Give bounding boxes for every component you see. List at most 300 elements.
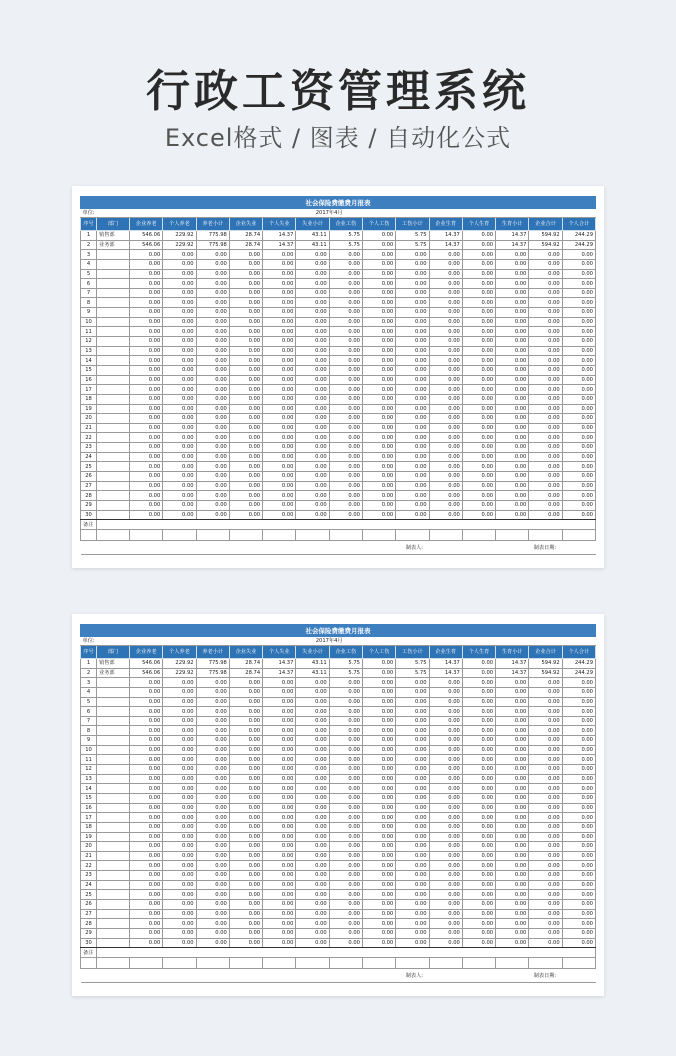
row-value: 0.00	[163, 842, 196, 852]
row-department	[97, 765, 130, 775]
row-department	[97, 842, 130, 852]
row-value: 0.00	[329, 890, 362, 900]
row-value: 0.00	[396, 491, 429, 501]
row-value: 0.00	[196, 404, 229, 414]
row-value: 0.00	[396, 404, 429, 414]
blank-cell	[130, 958, 163, 969]
row-value: 0.00	[529, 337, 562, 347]
row-value: 0.00	[263, 433, 296, 443]
table-row	[81, 259, 596, 269]
row-value: 0.00	[429, 919, 462, 929]
row-value: 0.00	[263, 385, 296, 395]
row-value: 0.00	[130, 909, 163, 919]
maker-label: 制表人:	[362, 541, 429, 555]
row-value: 0.00	[429, 832, 462, 842]
blank-row	[81, 958, 596, 969]
row-value: 0.00	[396, 500, 429, 510]
row-index: 7	[81, 288, 97, 298]
row-value: 0.00	[263, 726, 296, 736]
row-value: 0.00	[462, 481, 495, 491]
report-table	[80, 196, 596, 555]
row-value: 0.00	[329, 462, 362, 472]
row-value: 0.00	[229, 433, 262, 443]
row-value: 0.00	[263, 842, 296, 852]
column-header: 企业合计	[529, 646, 562, 659]
row-value: 0.00	[263, 394, 296, 404]
row-value: 0.00	[263, 687, 296, 697]
row-department	[97, 298, 130, 308]
row-value: 5.75	[396, 240, 429, 250]
table-row	[81, 813, 596, 823]
row-value: 0.00	[329, 871, 362, 881]
row-value: 0.00	[329, 433, 362, 443]
row-value: 0.00	[562, 851, 595, 861]
row-value: 0.00	[329, 308, 362, 318]
row-value: 0.00	[496, 803, 529, 813]
row-department	[97, 697, 130, 707]
row-value: 0.00	[362, 668, 395, 678]
row-value: 0.00	[196, 279, 229, 289]
row-department	[97, 793, 130, 803]
row-value: 0.00	[562, 822, 595, 832]
row-value: 0.00	[396, 726, 429, 736]
row-value: 0.00	[263, 938, 296, 948]
row-value: 14.37	[429, 659, 462, 669]
row-value: 0.00	[329, 472, 362, 482]
row-value: 0.00	[362, 423, 395, 433]
row-value: 0.00	[163, 356, 196, 366]
row-value: 0.00	[296, 356, 329, 366]
row-index: 23	[81, 871, 97, 881]
column-header: 工伤小计	[396, 646, 429, 659]
row-value: 0.00	[396, 803, 429, 813]
row-value: 0.00	[562, 375, 595, 385]
row-value: 0.00	[529, 423, 562, 433]
table-row	[81, 375, 596, 385]
blank-cell	[263, 530, 296, 541]
row-value: 0.00	[362, 394, 395, 404]
row-value: 0.00	[296, 784, 329, 794]
row-index: 2	[81, 240, 97, 250]
row-value: 0.00	[429, 716, 462, 726]
row-value: 0.00	[329, 851, 362, 861]
row-value: 0.00	[362, 346, 395, 356]
row-value: 0.00	[130, 288, 163, 298]
row-value: 0.00	[462, 745, 495, 755]
row-index: 8	[81, 298, 97, 308]
row-value: 0.00	[196, 851, 229, 861]
row-value: 0.00	[229, 765, 262, 775]
row-value: 0.00	[229, 423, 262, 433]
row-value: 594.92	[529, 668, 562, 678]
row-value: 0.00	[130, 510, 163, 520]
row-value: 0.00	[163, 928, 196, 938]
table-row	[81, 433, 596, 443]
row-value: 0.00	[496, 423, 529, 433]
row-value: 0.00	[462, 900, 495, 910]
row-value: 0.00	[163, 510, 196, 520]
row-value: 0.00	[529, 736, 562, 746]
row-value: 0.00	[529, 308, 562, 318]
row-value: 229.92	[163, 668, 196, 678]
row-index: 6	[81, 279, 97, 289]
row-value: 0.00	[329, 259, 362, 269]
row-value: 0.00	[529, 832, 562, 842]
row-value: 0.00	[163, 452, 196, 462]
row-value: 0.00	[529, 510, 562, 520]
report-table	[80, 624, 596, 983]
row-value: 0.00	[529, 472, 562, 482]
row-value: 0.00	[429, 491, 462, 501]
row-index: 15	[81, 793, 97, 803]
row-department	[97, 851, 130, 861]
row-value: 0.00	[462, 443, 495, 453]
row-department	[97, 250, 130, 260]
row-value: 0.00	[263, 279, 296, 289]
row-value: 0.00	[196, 500, 229, 510]
row-department	[97, 365, 130, 375]
blank-cell	[329, 530, 362, 541]
row-value: 0.00	[229, 472, 262, 482]
row-value: 0.00	[396, 890, 429, 900]
row-value: 0.00	[130, 452, 163, 462]
row-department	[97, 433, 130, 443]
row-value: 0.00	[562, 909, 595, 919]
row-index: 18	[81, 394, 97, 404]
row-value: 0.00	[329, 414, 362, 424]
row-value: 0.00	[296, 385, 329, 395]
table-row	[81, 491, 596, 501]
row-value: 0.00	[263, 822, 296, 832]
row-department	[97, 452, 130, 462]
row-index: 30	[81, 510, 97, 520]
row-value: 0.00	[396, 327, 429, 337]
row-index: 13	[81, 346, 97, 356]
row-value: 0.00	[130, 443, 163, 453]
table-row	[81, 317, 596, 327]
row-value: 5.75	[396, 668, 429, 678]
row-value: 0.00	[229, 871, 262, 881]
row-value: 0.00	[296, 765, 329, 775]
row-value: 0.00	[130, 842, 163, 852]
row-value: 0.00	[462, 298, 495, 308]
table-row	[81, 452, 596, 462]
row-value: 0.00	[296, 259, 329, 269]
row-value: 0.00	[263, 327, 296, 337]
row-value: 0.00	[429, 745, 462, 755]
row-value: 0.00	[163, 414, 196, 424]
table-row	[81, 861, 596, 871]
blank-cell	[429, 530, 462, 541]
row-value: 0.00	[529, 500, 562, 510]
row-index: 29	[81, 500, 97, 510]
row-value: 0.00	[362, 803, 395, 813]
row-value: 0.00	[296, 832, 329, 842]
row-value: 0.00	[496, 822, 529, 832]
table-row	[81, 423, 596, 433]
column-header: 工伤小计	[396, 218, 429, 231]
row-value: 0.00	[329, 697, 362, 707]
row-value: 14.37	[496, 668, 529, 678]
row-value: 0.00	[263, 346, 296, 356]
column-header: 序号	[81, 646, 97, 659]
row-index: 21	[81, 851, 97, 861]
row-index: 16	[81, 803, 97, 813]
row-department	[97, 687, 130, 697]
table-row	[81, 279, 596, 289]
row-value: 0.00	[396, 678, 429, 688]
column-header: 个人养老	[163, 646, 196, 659]
row-value: 0.00	[296, 500, 329, 510]
row-value: 0.00	[562, 765, 595, 775]
row-value: 0.00	[229, 356, 262, 366]
row-value: 0.00	[429, 365, 462, 375]
table-row	[81, 890, 596, 900]
row-value: 0.00	[496, 356, 529, 366]
row-value: 0.00	[396, 259, 429, 269]
row-value: 0.00	[329, 423, 362, 433]
row-value: 0.00	[196, 433, 229, 443]
row-department	[97, 938, 130, 948]
row-value: 0.00	[562, 259, 595, 269]
column-header: 企业工伤	[329, 218, 362, 231]
row-value: 0.00	[429, 813, 462, 823]
row-value: 0.00	[462, 851, 495, 861]
table-row	[81, 842, 596, 852]
blank-cell	[296, 958, 329, 969]
row-value: 0.00	[163, 308, 196, 318]
row-value: 0.00	[263, 880, 296, 890]
row-value: 0.00	[163, 813, 196, 823]
row-value: 0.00	[163, 327, 196, 337]
row-value: 0.00	[329, 510, 362, 520]
row-value: 0.00	[130, 481, 163, 491]
row-value: 0.00	[529, 803, 562, 813]
row-value: 594.92	[529, 240, 562, 250]
row-value: 0.00	[329, 394, 362, 404]
row-value: 0.00	[163, 346, 196, 356]
row-value: 0.00	[196, 385, 229, 395]
row-value: 0.00	[396, 938, 429, 948]
row-value: 0.00	[163, 472, 196, 482]
row-value: 0.00	[562, 793, 595, 803]
row-value: 0.00	[329, 909, 362, 919]
row-value: 0.00	[329, 250, 362, 260]
row-index: 11	[81, 755, 97, 765]
row-index: 27	[81, 909, 97, 919]
row-value: 0.00	[229, 365, 262, 375]
row-value: 0.00	[263, 337, 296, 347]
row-value: 0.00	[562, 288, 595, 298]
row-value: 0.00	[429, 327, 462, 337]
row-value: 0.00	[263, 871, 296, 881]
row-value: 0.00	[396, 279, 429, 289]
row-value: 0.00	[329, 832, 362, 842]
table-row	[81, 678, 596, 688]
row-value: 0.00	[229, 745, 262, 755]
row-value: 0.00	[130, 317, 163, 327]
column-header: 个人合计	[562, 646, 595, 659]
row-value: 0.00	[163, 375, 196, 385]
row-value: 0.00	[362, 317, 395, 327]
row-value: 0.00	[329, 288, 362, 298]
row-value: 0.00	[329, 687, 362, 697]
column-header: 个人生育	[462, 646, 495, 659]
row-value: 0.00	[396, 707, 429, 717]
row-value: 0.00	[429, 481, 462, 491]
row-value: 0.00	[263, 375, 296, 385]
row-value: 0.00	[196, 308, 229, 318]
row-value: 0.00	[396, 697, 429, 707]
row-value: 0.00	[196, 707, 229, 717]
row-department	[97, 822, 130, 832]
row-value: 0.00	[229, 394, 262, 404]
column-header: 企业生育	[429, 218, 462, 231]
row-value: 0.00	[130, 871, 163, 881]
row-value: 0.00	[229, 736, 262, 746]
row-value: 0.00	[296, 716, 329, 726]
column-header: 失业小计	[296, 646, 329, 659]
row-value: 0.00	[429, 890, 462, 900]
row-value: 775.98	[196, 659, 229, 669]
row-department	[97, 784, 130, 794]
row-value: 0.00	[229, 851, 262, 861]
row-value: 14.37	[496, 659, 529, 669]
row-index: 24	[81, 452, 97, 462]
row-value: 0.00	[462, 375, 495, 385]
row-value: 0.00	[362, 491, 395, 501]
row-value: 43.11	[296, 659, 329, 669]
row-value: 0.00	[529, 697, 562, 707]
row-value: 0.00	[396, 928, 429, 938]
row-index: 8	[81, 726, 97, 736]
row-value: 0.00	[496, 774, 529, 784]
row-value: 0.00	[130, 269, 163, 279]
row-index: 3	[81, 250, 97, 260]
row-value: 0.00	[562, 697, 595, 707]
row-value: 0.00	[496, 472, 529, 482]
row-value: 0.00	[296, 423, 329, 433]
blank-cell	[130, 530, 163, 541]
row-index: 1	[81, 231, 97, 241]
row-value: 0.00	[496, 880, 529, 890]
row-value: 0.00	[529, 414, 562, 424]
table-row	[81, 288, 596, 298]
row-value: 0.00	[196, 375, 229, 385]
row-value: 0.00	[462, 510, 495, 520]
row-value: 0.00	[163, 803, 196, 813]
row-value: 0.00	[362, 240, 395, 250]
row-value: 0.00	[462, 404, 495, 414]
row-value: 0.00	[462, 433, 495, 443]
row-value: 0.00	[429, 784, 462, 794]
row-department	[97, 414, 130, 424]
row-value: 5.75	[396, 659, 429, 669]
row-value: 0.00	[263, 481, 296, 491]
row-value: 14.37	[263, 659, 296, 669]
row-value: 0.00	[429, 317, 462, 327]
row-value: 0.00	[529, 880, 562, 890]
blank-cell	[362, 530, 395, 541]
blank-cell	[496, 958, 529, 969]
row-value: 0.00	[429, 938, 462, 948]
row-value: 0.00	[562, 279, 595, 289]
row-value: 546.06	[130, 659, 163, 669]
row-value: 0.00	[529, 462, 562, 472]
row-value: 0.00	[396, 745, 429, 755]
row-value: 0.00	[130, 375, 163, 385]
row-value: 0.00	[562, 726, 595, 736]
row-value: 0.00	[562, 716, 595, 726]
row-value: 0.00	[163, 697, 196, 707]
row-value: 0.00	[130, 472, 163, 482]
row-value: 0.00	[462, 726, 495, 736]
row-value: 0.00	[296, 510, 329, 520]
row-value: 0.00	[496, 871, 529, 881]
row-value: 0.00	[263, 813, 296, 823]
row-value: 0.00	[529, 861, 562, 871]
row-value: 0.00	[429, 356, 462, 366]
row-value: 0.00	[362, 938, 395, 948]
row-value: 0.00	[562, 433, 595, 443]
row-value: 0.00	[229, 842, 262, 852]
row-value: 0.00	[462, 337, 495, 347]
report-sheet-2	[72, 614, 604, 996]
row-value: 0.00	[163, 880, 196, 890]
row-value: 0.00	[429, 822, 462, 832]
row-value: 0.00	[229, 793, 262, 803]
row-value: 0.00	[529, 842, 562, 852]
row-value: 0.00	[329, 269, 362, 279]
row-value: 0.00	[163, 259, 196, 269]
row-value: 0.00	[429, 433, 462, 443]
row-value: 0.00	[196, 259, 229, 269]
unit-label: 单位:	[81, 637, 130, 646]
row-value: 0.00	[429, 279, 462, 289]
row-value: 14.37	[496, 231, 529, 241]
column-header: 个人失业	[263, 646, 296, 659]
signature-blank	[81, 541, 363, 555]
row-value: 0.00	[462, 414, 495, 424]
row-value: 0.00	[429, 269, 462, 279]
row-value: 0.00	[462, 707, 495, 717]
row-value: 0.00	[196, 774, 229, 784]
row-value: 0.00	[462, 472, 495, 482]
row-value: 0.00	[329, 481, 362, 491]
row-value: 0.00	[562, 813, 595, 823]
row-value: 0.00	[496, 481, 529, 491]
row-value: 0.00	[229, 928, 262, 938]
row-index: 26	[81, 472, 97, 482]
row-value: 0.00	[229, 375, 262, 385]
blank-cell	[81, 958, 97, 969]
row-value: 0.00	[462, 697, 495, 707]
row-value: 0.00	[263, 500, 296, 510]
row-value: 0.00	[496, 678, 529, 688]
signature-row	[81, 541, 596, 555]
row-value: 0.00	[296, 871, 329, 881]
row-value: 0.00	[462, 423, 495, 433]
blank-cell	[229, 530, 262, 541]
row-value: 0.00	[496, 259, 529, 269]
row-value: 0.00	[529, 813, 562, 823]
row-index: 19	[81, 832, 97, 842]
row-value: 0.00	[562, 880, 595, 890]
row-department	[97, 279, 130, 289]
row-value: 0.00	[462, 491, 495, 501]
row-value: 0.00	[396, 375, 429, 385]
row-value: 0.00	[263, 793, 296, 803]
